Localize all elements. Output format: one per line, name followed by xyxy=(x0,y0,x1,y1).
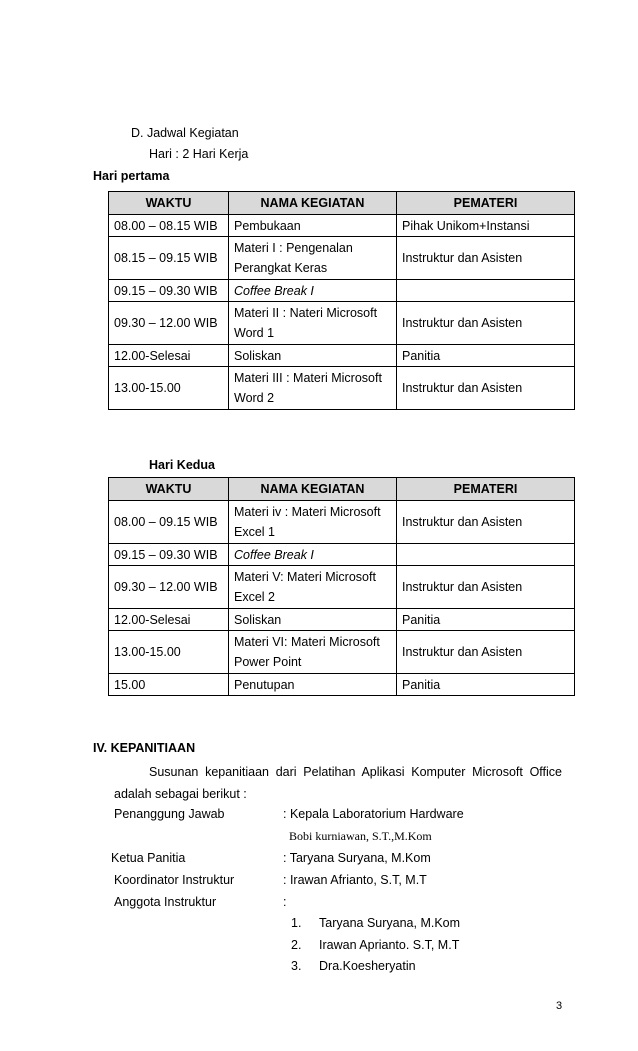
table-row xyxy=(109,302,575,345)
day2-title: Hari Kedua xyxy=(149,458,215,472)
header-waktu: WAKTU xyxy=(109,478,229,501)
activity-line: Power Point xyxy=(234,655,302,669)
cell-speaker xyxy=(397,544,575,566)
section-d-title: D. Jadwal Kegiatan xyxy=(131,126,239,140)
cell-time: 08.00 – 09.15 WIB xyxy=(109,501,229,544)
cell-activity xyxy=(229,674,397,696)
table-header-row xyxy=(109,478,575,501)
cell-time: 09.15 – 09.30 WIB xyxy=(109,280,229,302)
cell-activity xyxy=(229,631,397,674)
activity-line: Penutupan xyxy=(234,677,295,692)
cell-time: 08.15 – 09.15 WIB xyxy=(109,237,229,280)
header-pemateri: PEMATERI xyxy=(397,192,575,215)
cell-time: 13.00-15.00 xyxy=(109,631,229,674)
activity-line: Coffee Break I xyxy=(234,283,314,298)
activity-line: Word 2 xyxy=(234,391,275,405)
table-row xyxy=(109,566,575,609)
role-label-penanggung-jawab: Penanggung Jawab xyxy=(114,807,225,821)
cell-time: 09.30 – 12.00 WIB xyxy=(109,566,229,609)
cell-activity xyxy=(229,609,397,631)
table-row xyxy=(109,237,575,280)
day2-schedule-table xyxy=(108,477,575,696)
table-row xyxy=(109,631,575,674)
activity-line: Materi I : Pengenalan xyxy=(234,241,353,255)
cell-activity xyxy=(229,237,397,280)
activity-line: Soliskan xyxy=(234,348,282,363)
activity-line: Pembukaan xyxy=(234,218,301,233)
cell-activity xyxy=(229,280,397,302)
cell-activity xyxy=(229,367,397,410)
cell-time: 09.15 – 09.30 WIB xyxy=(109,544,229,566)
member-name: Dra.Koesheryatin xyxy=(319,959,416,973)
cell-speaker: Panitia xyxy=(397,609,575,631)
cell-time: 09.30 – 12.00 WIB xyxy=(109,302,229,345)
cell-time: 12.00-Selesai xyxy=(109,345,229,367)
activity-line: Excel 1 xyxy=(234,525,275,539)
cell-activity xyxy=(229,345,397,367)
cell-activity xyxy=(229,501,397,544)
table-row xyxy=(109,501,575,544)
role-value-penanggung-jawab-name: Bobi kurniawan, S.T.,M.Kom xyxy=(289,829,432,843)
header-nama-kegiatan: NAMA KEGIATAN xyxy=(229,478,397,501)
member-number: 2. xyxy=(291,938,302,952)
activity-line: Soliskan xyxy=(234,612,282,627)
role-value-penanggung-jawab: : Kepala Laboratorium Hardware xyxy=(283,807,464,821)
page-number: 3 xyxy=(556,1000,563,1012)
cell-time: 15.00 xyxy=(109,674,229,696)
role-value-ketua-panitia: : Taryana Suryana, M.Kom xyxy=(283,851,431,865)
table-row xyxy=(109,367,575,410)
cell-activity xyxy=(229,544,397,566)
table-row xyxy=(109,674,575,696)
header-pemateri: PEMATERI xyxy=(397,478,575,501)
activity-line: Materi II : Nateri Microsoft xyxy=(234,306,378,320)
cell-activity xyxy=(229,302,397,345)
cell-activity xyxy=(229,566,397,609)
member-number: 1. xyxy=(291,916,302,930)
activity-line: Coffee Break I xyxy=(234,547,314,562)
cell-speaker: Panitia xyxy=(397,345,575,367)
table-header-row xyxy=(109,192,575,215)
table-row xyxy=(109,280,575,302)
table-row xyxy=(109,345,575,367)
cell-speaker: Instruktur dan Asisten xyxy=(397,237,575,280)
role-value-anggota-instruktur: : xyxy=(283,895,287,909)
activity-line: Word 1 xyxy=(234,326,275,340)
header-waktu: WAKTU xyxy=(109,192,229,215)
member-name: Irawan Aprianto. S.T, M.T xyxy=(319,938,460,952)
role-label-koordinator-instruktur: Koordinator Instruktur xyxy=(114,873,235,887)
activity-line: Materi III : Materi Microsoft xyxy=(234,371,382,385)
role-label-ketua-panitia: Ketua Panitia xyxy=(111,851,186,865)
cell-activity xyxy=(229,215,397,237)
day1-title: Hari pertama xyxy=(93,169,170,183)
section-iv-title: IV. KEPANITIAAN xyxy=(93,741,196,755)
member-name: Taryana Suryana, M.Kom xyxy=(319,916,461,930)
cell-speaker xyxy=(397,280,575,302)
member-number: 3. xyxy=(291,959,302,973)
cell-speaker: Instruktur dan Asisten xyxy=(397,367,575,410)
role-label-anggota-instruktur: Anggota Instruktur xyxy=(114,895,217,909)
cell-speaker: Panitia xyxy=(397,674,575,696)
activity-line: Excel 2 xyxy=(234,590,275,604)
cell-speaker: Instruktur dan Asisten xyxy=(397,566,575,609)
header-nama-kegiatan: NAMA KEGIATAN xyxy=(229,192,397,215)
cell-time: 08.00 – 08.15 WIB xyxy=(109,215,229,237)
section-iv-intro-line2: adalah sebagai berikut : xyxy=(114,787,247,801)
activity-line: Materi iv : Materi Microsoft xyxy=(234,505,381,519)
activity-line: Perangkat Keras xyxy=(234,261,328,275)
cell-speaker: Instruktur dan Asisten xyxy=(397,302,575,345)
cell-speaker: Instruktur dan Asisten xyxy=(397,631,575,674)
section-iv-intro-line1: Susunan kepanitiaan dari Pelatihan Aplikasi Komputer Microsoft Office xyxy=(149,765,562,779)
activity-line: Materi V: Materi Microsoft xyxy=(234,570,376,584)
cell-speaker: Pihak Unikom+Instansi xyxy=(397,215,575,237)
activity-line: Materi VI: Materi Microsoft xyxy=(234,635,380,649)
table-row xyxy=(109,215,575,237)
section-d-subtitle: Hari : 2 Hari Kerja xyxy=(149,147,249,161)
role-value-koordinator-instruktur: : Irawan Afrianto, S.T, M.T xyxy=(283,873,427,887)
table-row xyxy=(109,544,575,566)
cell-time: 12.00-Selesai xyxy=(109,609,229,631)
cell-time: 13.00-15.00 xyxy=(109,367,229,410)
day1-schedule-table xyxy=(108,191,575,410)
table-row xyxy=(109,609,575,631)
cell-speaker: Instruktur dan Asisten xyxy=(397,501,575,544)
